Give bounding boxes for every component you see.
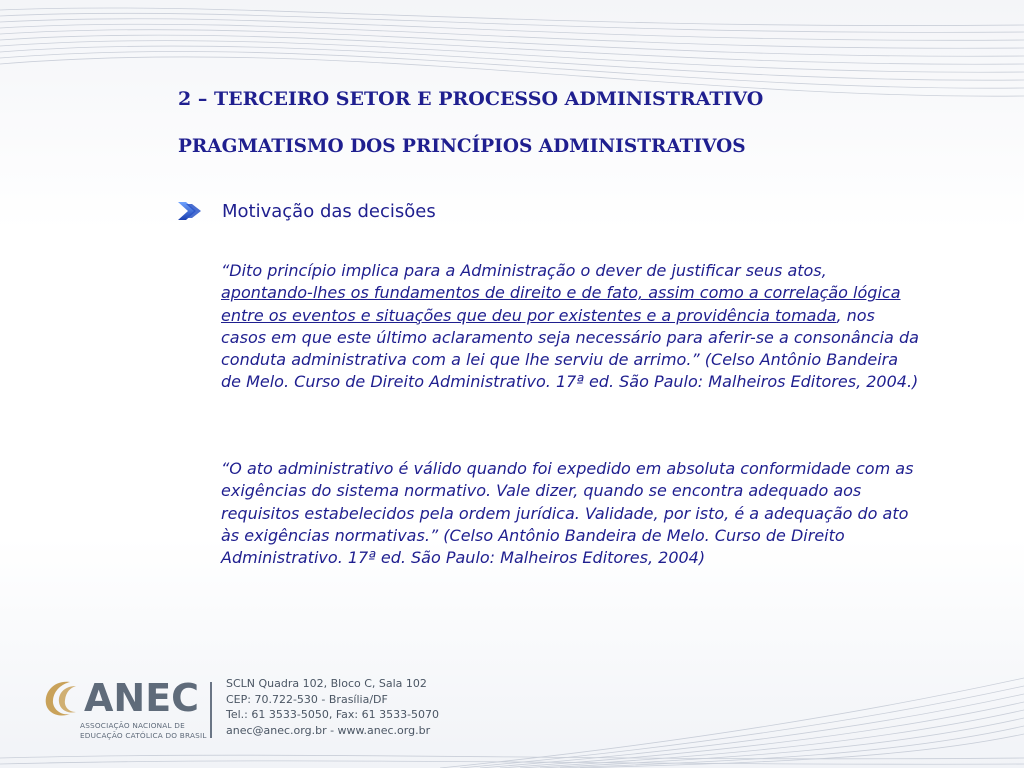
slide-title-line2: PRAGMATISMO DOS PRINCÍPIOS ADMINISTRATIVOS <box>178 136 746 157</box>
bullet-item <box>178 200 436 222</box>
footer-divider <box>210 682 212 738</box>
quote1-text-end: , nos casos em que este último aclaramento seja necessário para aferir-se a consonância da conduta administrativa com a lei que lhe serviu de arrimo.” (Celso Antônio Bandeira de Melo. Curso de Direito Administrativo. 17ª ed. São Paulo: Malheiros Editores, 2004.) <box>221 305 919 392</box>
footer-address <box>226 676 439 738</box>
anec-logo <box>40 676 220 744</box>
quote1-text-start: “Dito princípio implica para a Administração o dever de justificar seus atos, <box>221 261 827 280</box>
address-contact-line: anec@anec.org.br - www.anec.org.br <box>226 723 431 737</box>
slide-title-line1: 2 – TERCEIRO SETOR E PROCESSO ADMINISTRATIVO <box>178 88 764 110</box>
address-line: Tel.: 61 3533-5050, Fax: 61 3533-5070 <box>226 708 440 721</box>
anec-logo-mark-icon <box>40 676 84 720</box>
anec-logo-subtitle-2: EDUCAÇÃO CATÓLICA DO BRASIL <box>80 731 207 740</box>
anec-logo-text: ANEC <box>84 676 200 720</box>
arrow-bullet-icon <box>178 200 204 222</box>
anec-logo-subtitle-1: ASSOCIAÇÃO NACIONAL DE <box>80 721 185 730</box>
address-line: CEP: 70.722-530 - Brasília/DF <box>226 692 388 706</box>
quote1-underlined-text: apontando-lhes os fundamentos de direito e de fato, assim como a correlação lógica entre os eventos e situações que deu por existentes e a providência tomada <box>221 283 901 325</box>
quote-paragraph-2: “O ato administrativo é válido quando foi expedido em absoluta conformidade com as exigências do sistema normativo. Vale dizer, quando se encontra adequado aos requisitos estabelecidos pela ordem jurídica. Validade, por isto, é a adequação do ato às exigências normativas.” (Celso Antônio Bandeira de Melo. Curso de Direito Administrativo. 17ª ed. São Paulo: Malheiros Editores, 2004) <box>221 459 914 568</box>
bullet-text: Motivação das decisões <box>222 200 436 222</box>
address-line: SCLN Quadra 102, Bloco C, Sala 102 <box>226 677 427 690</box>
quote-paragraph-1 <box>221 260 921 394</box>
